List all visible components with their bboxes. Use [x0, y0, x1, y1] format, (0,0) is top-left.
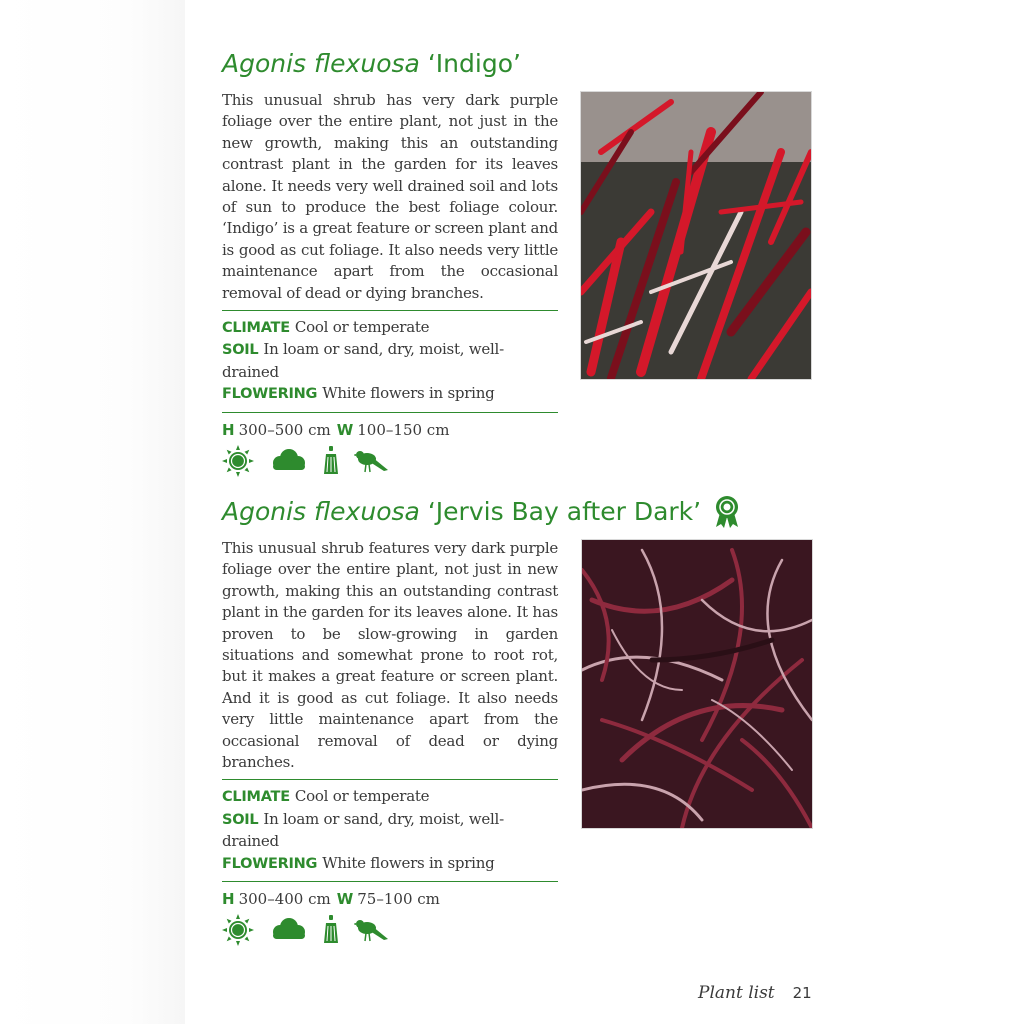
climate-line	[222, 317, 558, 339]
plant-photo	[580, 91, 812, 380]
soil-label: SOIL	[222, 342, 259, 359]
plant-entry-indigo	[222, 44, 822, 439]
height-label: H	[222, 890, 235, 909]
width-value: 100–150 cm	[357, 420, 450, 439]
plant-genus-species: Agonis flexuosa	[222, 497, 420, 526]
climate-label: CLIMATE	[222, 789, 290, 806]
plant-photo	[581, 539, 813, 829]
width-value: 75–100 cm	[357, 890, 440, 909]
page-footer	[698, 981, 818, 1005]
bird-attracting-icon	[354, 917, 390, 947]
plant-cultivar: ‘Jervis Bay after Dark’	[427, 497, 702, 526]
plant-description: This unusual shrub features very dark purple foliage over the entire plant, not just in new growth, making this an outstanding contrast plant in the garden for its leaves alone. It has proven to be slow-growing in garden situations and somewhat prone to root rot, but it makes a great feature or screen plant. And it is good as cut foliage. It also needs very little maintenance apart from the occasional removal of dead or dying branches.	[222, 539, 558, 772]
page-number: 21	[792, 984, 812, 1002]
plant-text-column	[222, 90, 558, 479]
part-shade-cloud-icon	[268, 918, 308, 946]
flowering-label: FLOWERING	[222, 855, 318, 872]
plant-cultivar: ‘Indigo’	[427, 49, 521, 78]
plant-entry-jervis-bay-after-dark	[222, 492, 822, 909]
divider	[222, 310, 558, 311]
height-value: 300–400 cm	[238, 890, 331, 909]
height-label: H	[222, 420, 235, 439]
full-sun-icon	[222, 914, 254, 950]
divider	[222, 779, 558, 780]
plant-title	[222, 44, 822, 84]
plant-specs	[222, 786, 558, 875]
width-label: W	[336, 420, 354, 439]
soil-line	[222, 339, 558, 383]
award-ribbon-icon	[715, 495, 739, 529]
flowering-line	[222, 383, 558, 405]
flowering-label: FLOWERING	[222, 386, 318, 403]
divider	[222, 412, 558, 413]
plant-description: This unusual shrub has very dark purple foliage over the entire plant, not just in the new growth, making this an outstanding contrast plant in the garden for its leaves alone. It needs very well drained soil and lots of sun to produce the best foliage colour. ‘Indigo’ is a great feature or screen plant and is good as cut foliage. It also needs very little maintenance apart from the occasional removal of dead or dying branches.	[222, 91, 558, 302]
foliage-photo-jervis-bay	[582, 540, 812, 828]
soil-value: In loam or sand, dry, moist, well-drained	[222, 340, 504, 381]
climate-line	[222, 786, 558, 808]
soil-line	[222, 809, 558, 853]
plant-text-column	[222, 538, 558, 948]
plant-dimensions	[222, 419, 558, 441]
plant-genus-species: Agonis flexuosa	[222, 49, 420, 78]
running-footer-title: Plant list	[698, 983, 775, 1003]
flowering-line	[222, 853, 558, 875]
soil-value: In loam or sand, dry, moist, well-drained	[222, 809, 504, 851]
tube-stock-icon	[322, 446, 340, 480]
climate-value: Cool or temperate	[294, 318, 430, 337]
plant-specs	[222, 317, 558, 406]
climate-label: CLIMATE	[222, 320, 290, 337]
plant-dimensions	[222, 888, 558, 910]
flowering-value: White flowers in spring	[322, 853, 495, 872]
soil-label: SOIL	[222, 811, 259, 828]
full-sun-icon	[222, 445, 254, 481]
width-label: W	[336, 890, 354, 909]
foliage-photo-indigo	[581, 92, 811, 379]
bird-attracting-icon	[354, 448, 390, 478]
divider	[222, 881, 558, 882]
page-gutter	[0, 0, 185, 1024]
plant-icons	[222, 916, 558, 948]
plant-title	[222, 492, 822, 532]
plant-icons	[222, 447, 558, 479]
part-shade-cloud-icon	[268, 449, 308, 477]
climate-value: Cool or temperate	[294, 787, 430, 806]
tube-stock-icon	[322, 915, 340, 949]
height-value: 300–500 cm	[238, 420, 331, 439]
flowering-value: White flowers in spring	[322, 384, 495, 403]
